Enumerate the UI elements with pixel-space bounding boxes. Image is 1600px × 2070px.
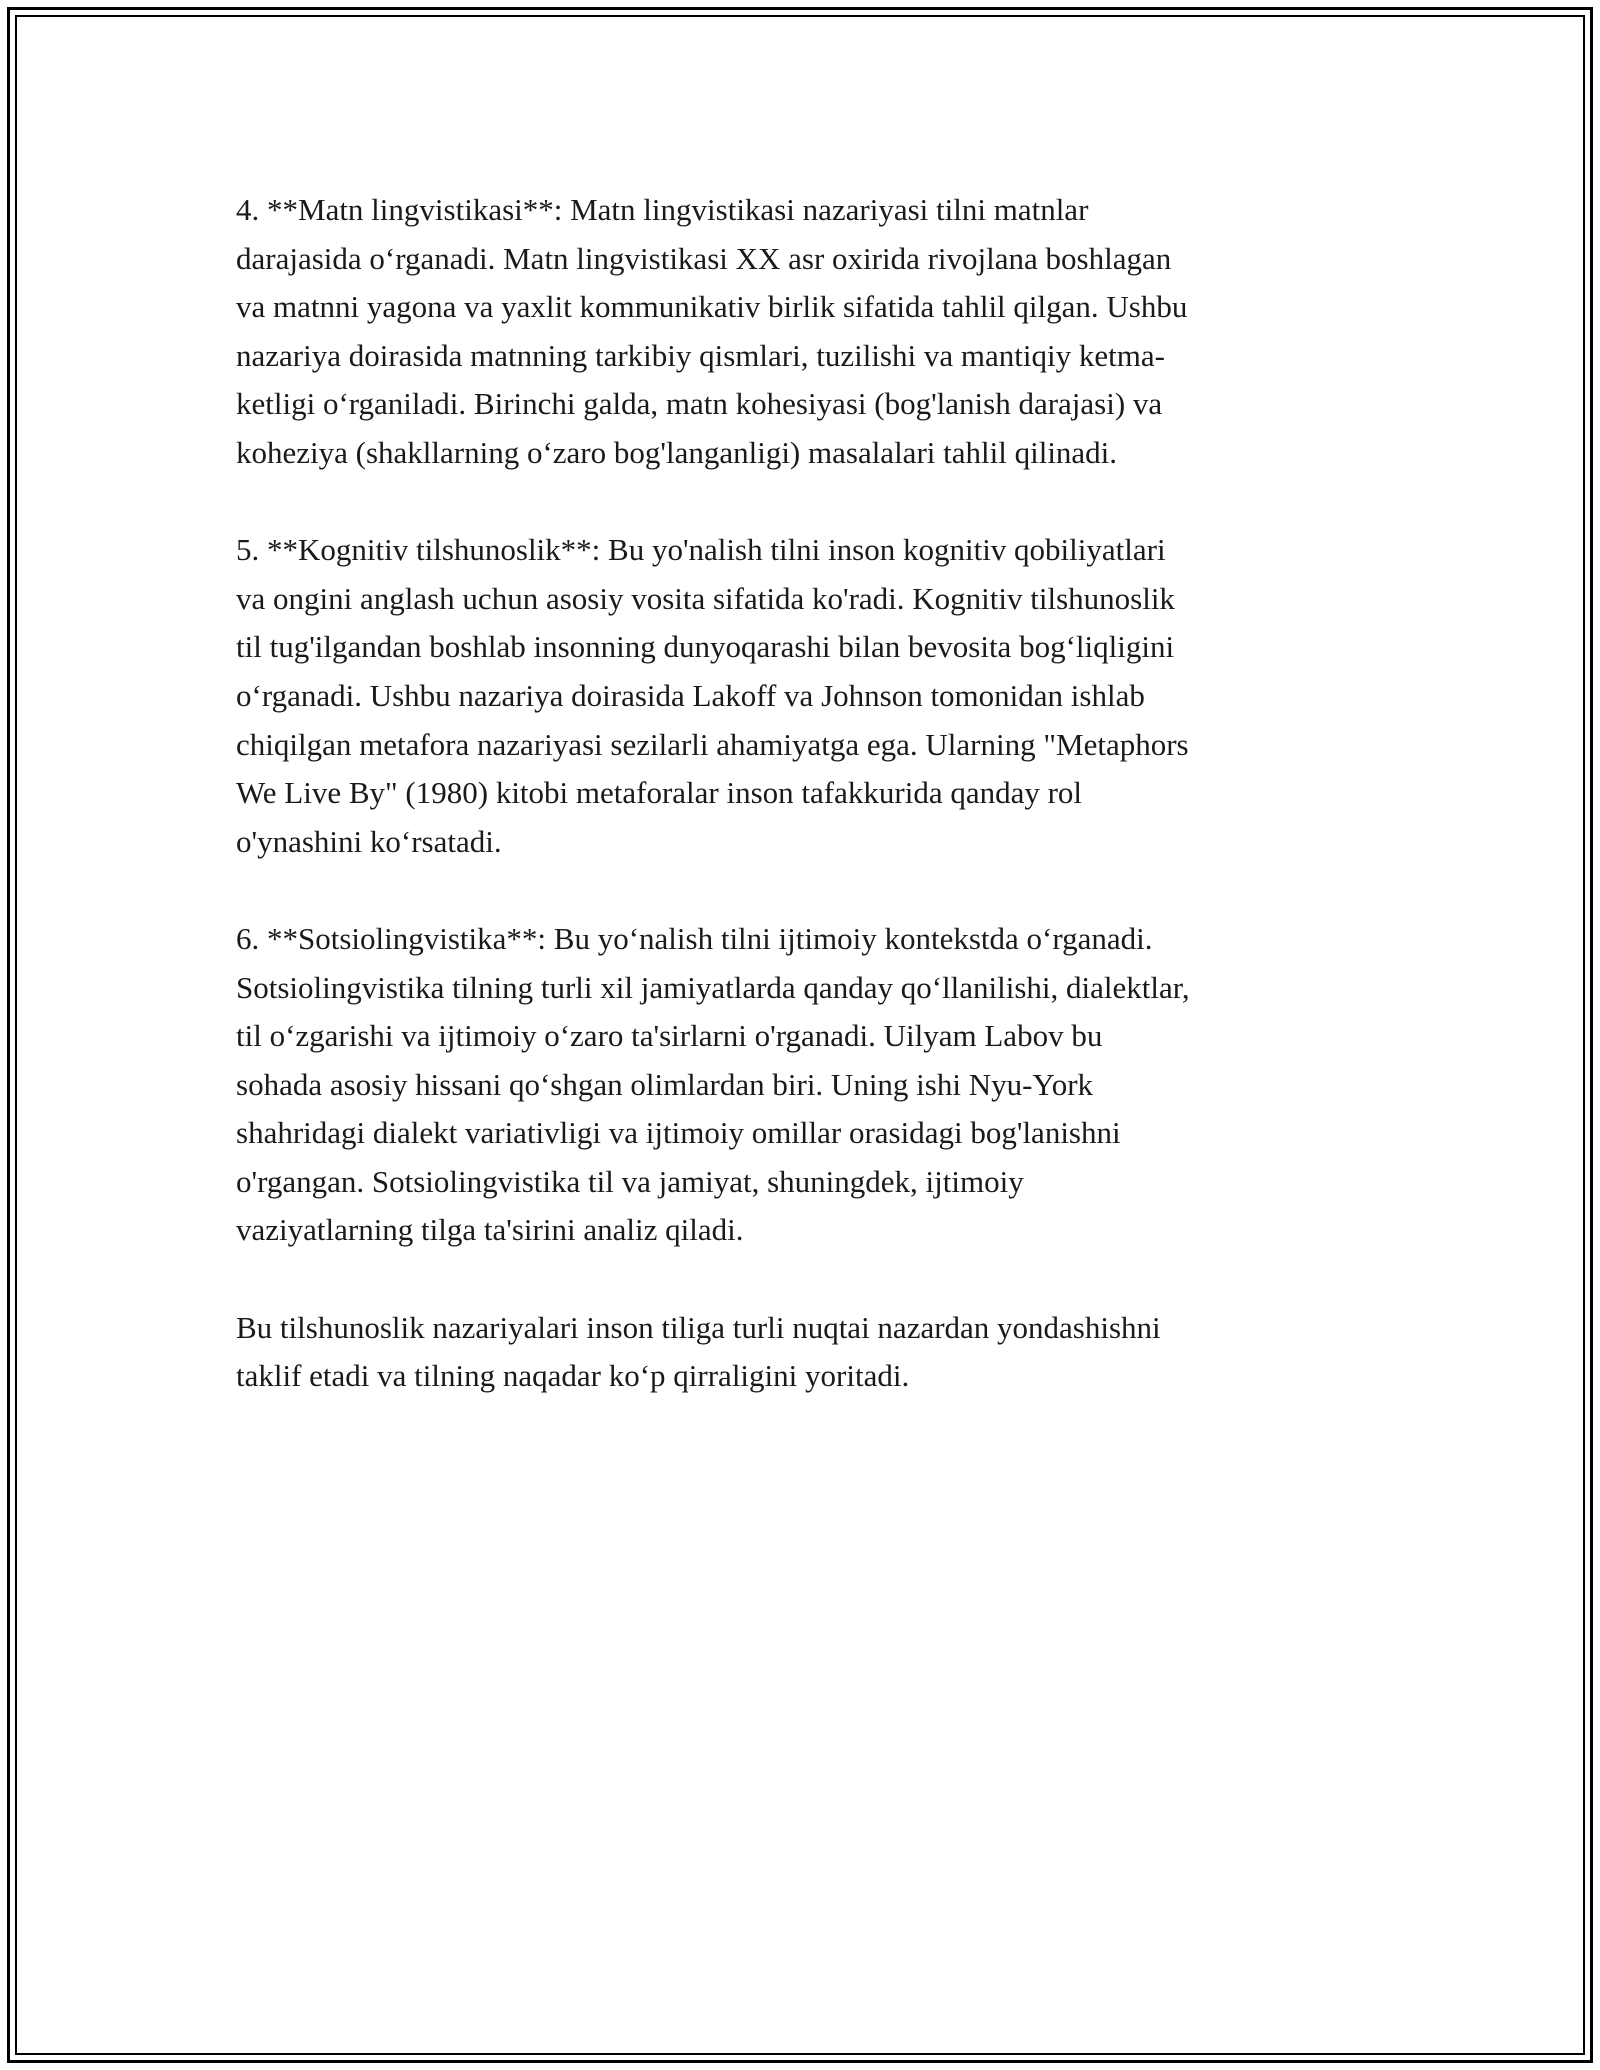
- paragraph-matn-lingvistikasi: 4. **Matn lingvistikasi**: Matn lingvistikasi nazariyasi tilni matnlar darajasida o‘rganadi. Matn lingvistikasi XX asr oxirida rivojlana boshlagan va matnni yagona va yaxlit kommunikativ birlik sifatida tahlil qilgan. Ushbu nazariya doirasida matnning tarkibiy qismlari, tuzilishi va mantiqiy ketma- ketligi o‘rganiladi. Birinchi galda, matn kohesiyasi (bog'lanish darajasi) va koheziya (shakllarning o‘zaro bog'langanligi) masalalari tahlil qilinadi.: [236, 192, 1188, 470]
- document-body: [236, 186, 1370, 1401]
- paragraph-sotsiolingvistika: 6. **Sotsiolingvistika**: Bu yo‘nalish tilni ijtimoiy kontekstda o‘rganadi. Sotsiolingvistika tilning turli xil jamiyatlarda qanday qo‘llanilishi, dialektlar, til o‘zgarishi va ijtimoiy o‘zaro ta'sirlarni o'rganadi. Uilyam Labov bu sohada asosiy hissani qo‘shgan olimlardan biri. Uning ishi Nyu-York shahridagi dialekt variativligi va ijtimoiy omillar orasidagi bog'lanishni o'rgangan. Sotsiolingvistika til va jamiyat, shuningdek, ijtimoiy vaziyatlarning tilga ta'sirini analiz qiladi.: [236, 920, 1190, 1248]
- paragraph-kognitiv-tilshunoslik: 5. **Kognitiv tilshunoslik**: Bu yo'nalish tilni inson kognitiv qobiliyatlari va ongini anglash uchun asosiy vosita sifatida ko'radi. Kognitiv tilshunoslik til tug'ilgandan boshlab insonning dunyoqarashi bilan bevosita bog‘liqligini o‘rganadi. Ushbu nazariya doirasida Lakoff va Johnson tomonidan ishlab chiqilgan metafora nazariyasi sezilarli ahamiyatga ega. Ularning "Metaphors We Live By" (1980) kitobi metaforalar inson tafakkurida qanday rol o'ynashini ko‘rsatadi.: [236, 532, 1189, 859]
- paragraph-conclusion: Bu tilshunoslik nazariyalari inson tiliga turli nuqtai nazardan yondashishni taklif etadi va tilning naqadar ko‘p qirraligini yoritadi.: [236, 1309, 1161, 1394]
